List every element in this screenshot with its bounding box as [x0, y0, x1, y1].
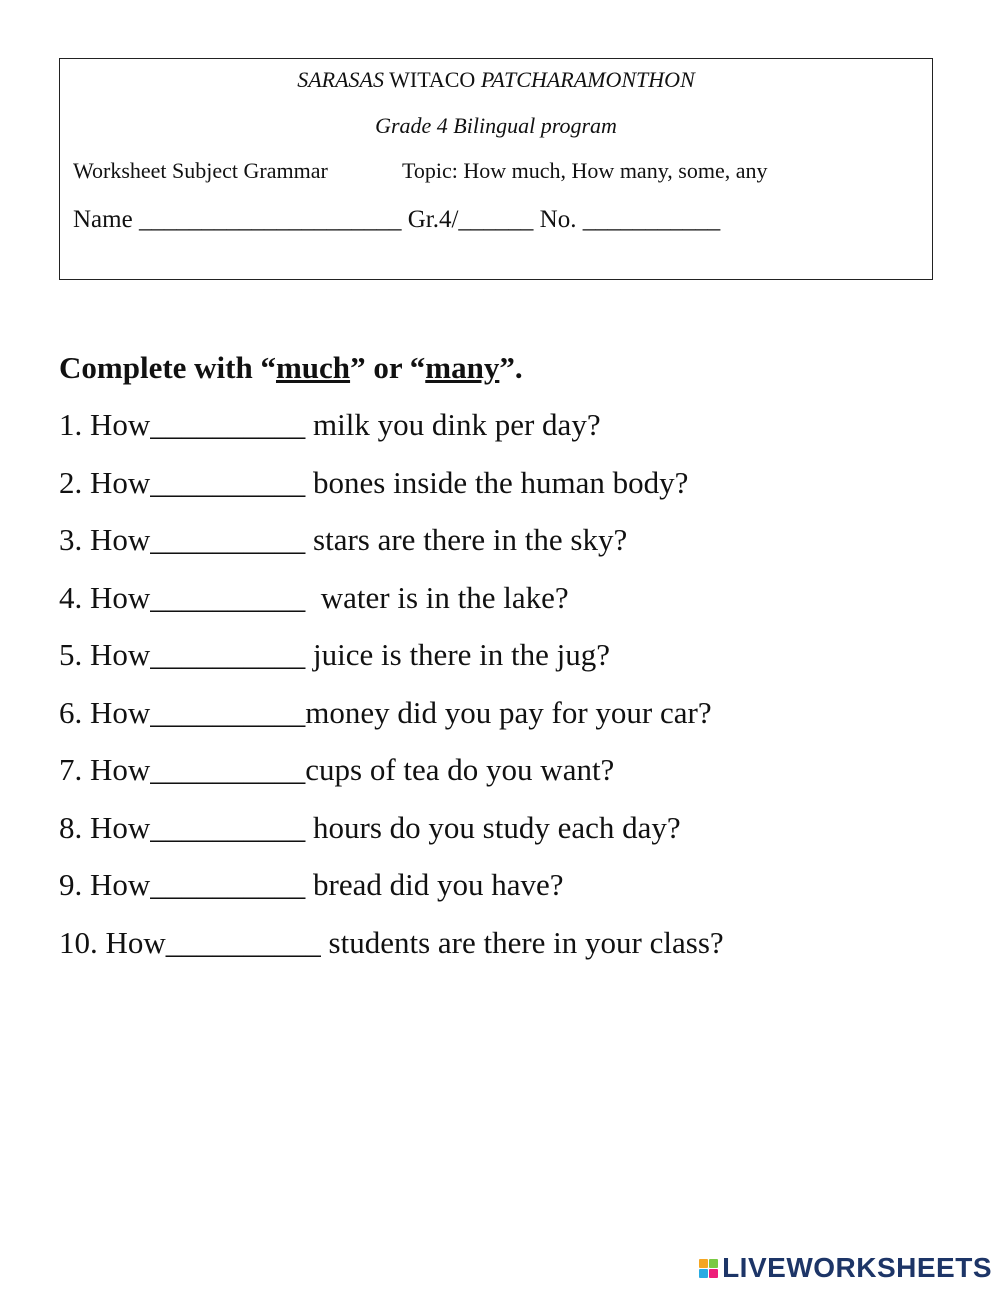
- logo-square-icon: [699, 1259, 708, 1268]
- worksheet-subject: Worksheet Subject Grammar: [73, 158, 328, 183]
- liveworksheets-brand[interactable]: [699, 1252, 992, 1284]
- liveworksheets-logo-icon: [699, 1259, 718, 1278]
- question-item: [59, 578, 724, 636]
- instruction-middle: ” or “: [350, 350, 426, 385]
- question-item: [59, 635, 724, 693]
- worksheet-header-box: [59, 58, 933, 280]
- instruction-heading: [59, 348, 523, 388]
- question-text: 6. How__________money did you pay for your car?: [59, 694, 712, 730]
- question-text: 10. How__________ students are there in your class?: [59, 924, 724, 960]
- question-item: [59, 750, 724, 808]
- question-item: [59, 693, 724, 751]
- question-text: 5. How__________ juice is there in the jug?: [59, 637, 611, 672]
- question-text: 7. How__________cups of tea do you want?: [59, 752, 615, 787]
- logo-square-icon: [699, 1269, 708, 1278]
- brand-text: LIVEWORKSHEETS: [722, 1252, 992, 1283]
- question-item: [59, 463, 724, 521]
- logo-square-icon: [709, 1269, 718, 1278]
- school-name-part-2: WITACO: [384, 67, 481, 92]
- question-text: 2. How__________ bones inside the human body?: [59, 464, 689, 500]
- question-item: [59, 865, 724, 923]
- question-item: [59, 405, 724, 463]
- question-text: 9. How__________ bread did you have?: [59, 867, 564, 902]
- school-name-part-1: SARASAS: [297, 67, 384, 92]
- question-text: 4. How__________ water is in the lake?: [59, 579, 569, 615]
- question-text: 1. How__________ milk you dink per day?: [59, 407, 601, 442]
- question-list: [59, 405, 724, 980]
- student-info-line: Name _____________________ Gr.4/______ No. ___________: [73, 206, 721, 233]
- question-item: [59, 520, 724, 578]
- instruction-suffix: ”.: [499, 350, 523, 385]
- school-name: [60, 67, 932, 93]
- question-item: [59, 808, 724, 866]
- instruction-prefix: Complete with “: [59, 350, 276, 385]
- logo-square-icon: [709, 1259, 718, 1268]
- question-text: 8. How__________ hours do you study each day?: [59, 809, 681, 845]
- program-title: Grade 4 Bilingual program: [375, 113, 617, 138]
- instruction-word-much: much: [275, 350, 351, 385]
- school-name-part-3: PATCHARAMONTHON: [480, 67, 695, 92]
- question-text: 3. How__________ stars are there in the sky?: [59, 522, 628, 557]
- question-item: [59, 923, 724, 981]
- instruction-word-many: many: [425, 350, 500, 385]
- worksheet-topic: Topic: How much, How many, some, any: [402, 158, 768, 183]
